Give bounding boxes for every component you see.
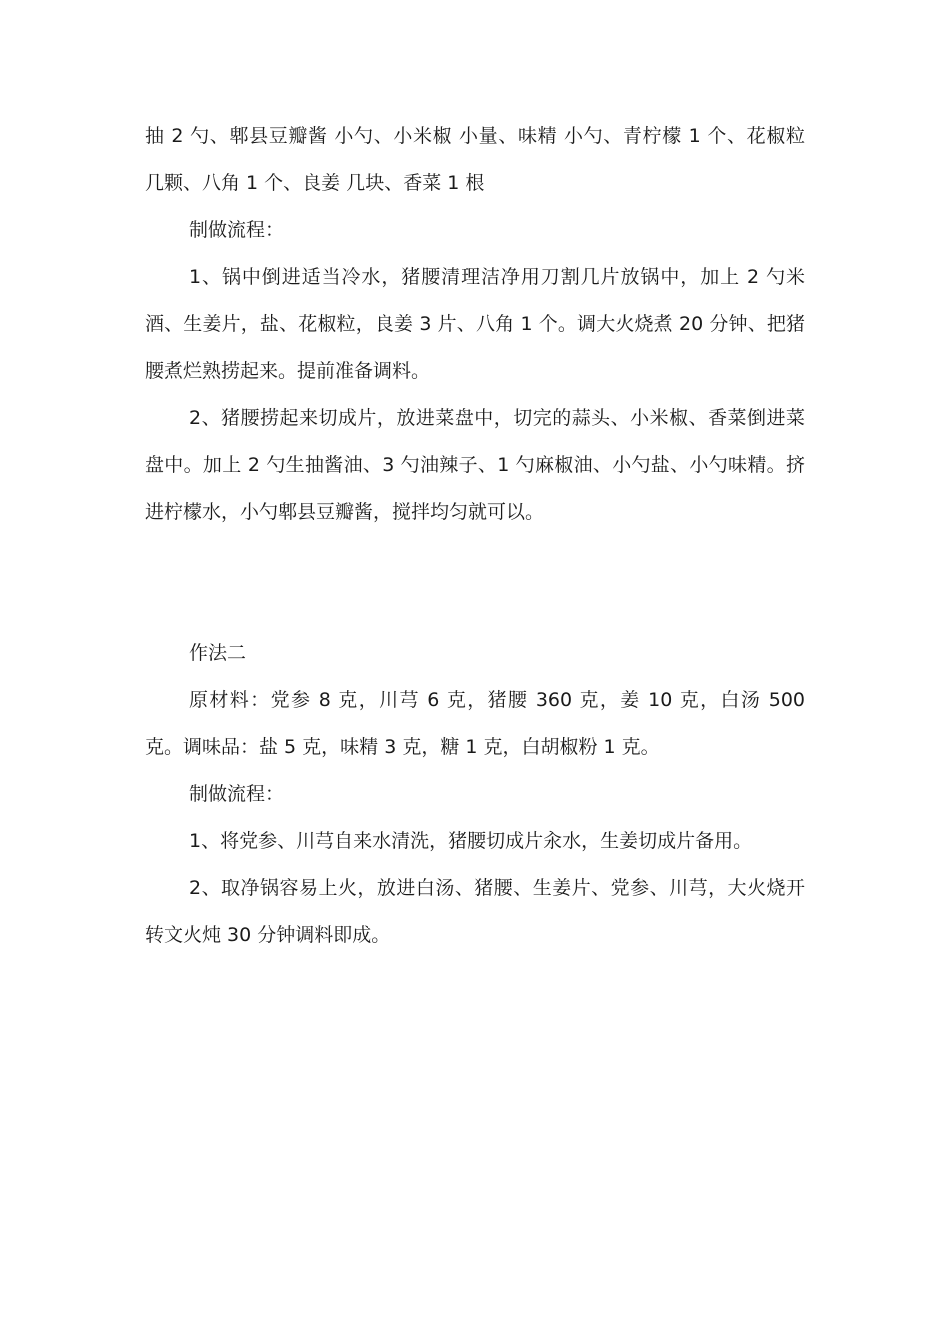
method2-ingredients: 原材料：党参 8 克，川芎 6 克，猪腰 360 克，姜 10 克，白汤 500 克。调味品：盐 5 克，味精 3 克，糖 1 克，白胡椒粉 1 克。 [145,689,805,758]
process-heading-1: 制做流程： [189,219,285,241]
document-body [145,113,805,959]
method2-step-2: 2、取净锅容易上火，放进白汤、猪腰、生姜片、党参、川芎，大火烧开转文火炖 30 分钟调料即成。 [145,877,805,946]
method2-step-1: 1、将党参、川芎自来水清洗，猪腰切成片汆水，生姜切成片备用。 [189,830,753,852]
section-spacer [145,536,805,630]
method1-step-2: 2、猪腰捞起来切成片，放进菜盘中，切完的蒜头、小米椒、香菜倒进菜盘中。加上 2 勺生抽酱油、3 勺油辣子、1 勺麻椒油、小勺盐、小勺味精。挤进柠檬水，小勺郫县豆瓣酱，搅拌均匀就可以。 [145,407,805,523]
process-heading-2: 制做流程： [189,783,285,805]
ingredients-continued-paragraph: 抽 2 勺、郫县豆瓣酱 小勺、小米椒 小量、味精 小勺、青柠檬 1 个、花椒粒 几颗、八角 1 个、良姜 几块、香菜 1 根 [145,125,805,194]
method1-step-1: 1、锅中倒进适当冷水，猪腰清理洁净用刀割几片放锅中，加上 2 勺米酒、生姜片，盐、花椒粒，良姜 3 片、八角 1 个。调大火烧煮 20 分钟、把猪腰煮烂熟捞起来。提前准备调料。 [145,266,805,382]
method2-title: 作法二 [189,642,247,664]
